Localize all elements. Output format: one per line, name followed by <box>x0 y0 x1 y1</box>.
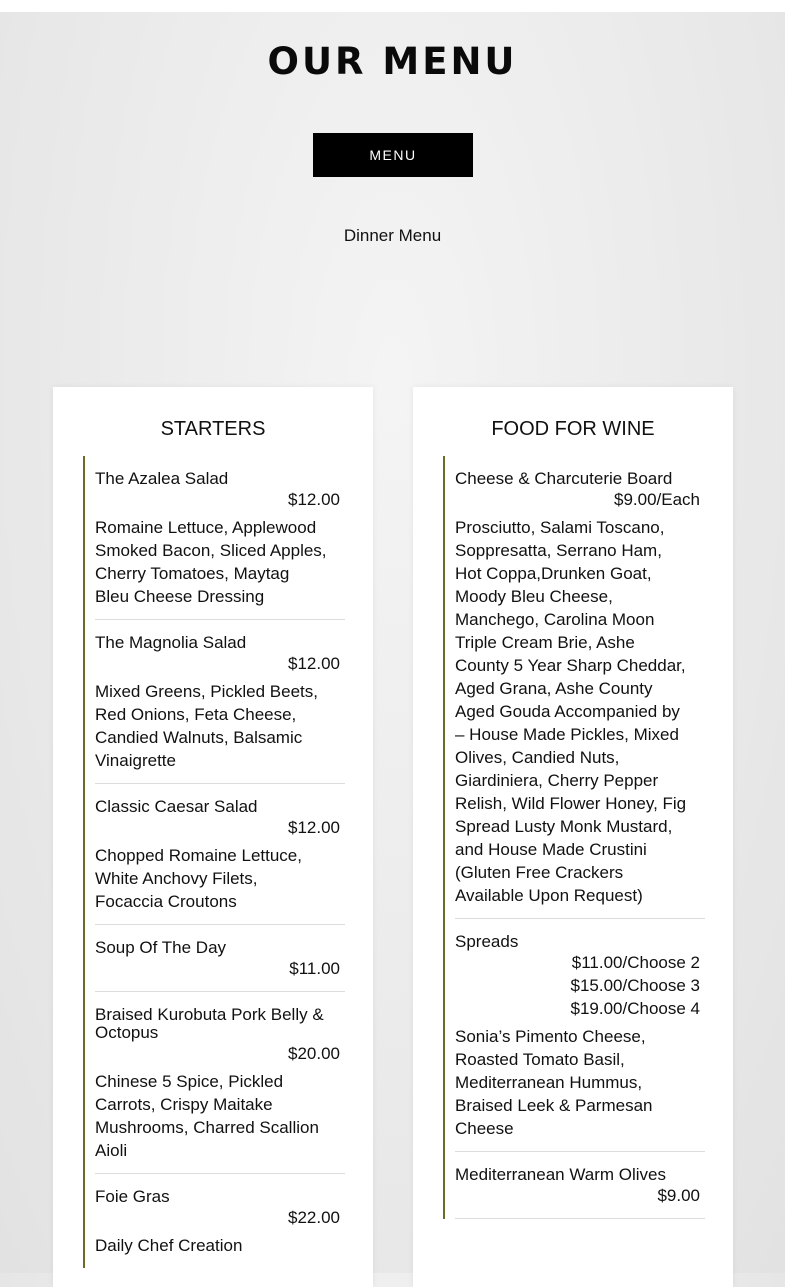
menu-item <box>95 925 345 992</box>
starters-list <box>83 456 345 1268</box>
top-strip <box>0 0 785 12</box>
menu-item <box>95 784 345 925</box>
menu-item-name: Foie Gras <box>95 1187 170 1206</box>
menu-item-prices <box>95 652 345 675</box>
menu-item-price: $11.00/Choose 2 <box>571 953 700 972</box>
starters-card <box>53 387 373 1287</box>
menu-item-description: Daily Chef Creation <box>95 1236 243 1255</box>
menu-item-price: $9.00 <box>657 1186 700 1205</box>
menu-item-price: $15.00/Choose 3 <box>570 976 700 995</box>
menu-item-price: $9.00/Each <box>613 490 700 509</box>
menu-item-price: $22.00 <box>288 1208 340 1227</box>
menu-item-price: $11.00 <box>289 959 340 978</box>
menu-item-description: Mixed Greens, Pickled Beets, Red Onions, Feta Cheese, Candied Walnuts, Balsamic Vinaigrette <box>95 682 318 770</box>
menu-button[interactable]: MENU <box>313 133 473 177</box>
menu-item-name: Classic Caesar Salad <box>95 797 258 816</box>
menu-item-prices <box>455 1184 705 1207</box>
menu-item <box>95 992 345 1174</box>
menu-item <box>455 456 705 919</box>
menu-item-name: Soup Of The Day <box>95 938 227 957</box>
menu-item-prices <box>455 488 705 511</box>
menu-item-price: $12.00 <box>288 654 340 673</box>
menu-item-prices <box>455 951 705 1020</box>
menu-item-description: Prosciutto, Salami Toscano, Soppresatta, Serrano Ham, Hot Coppa,Drunken Goat, Moody Bleu Cheese, Manchego, Carolina Moon Triple Cream Brie, Ashe County 5 Year Sharp Cheddar, Aged Grana, Ashe County Aged Gouda Accompanied by – House Made Pickles, Mixed Olives, Candied Nuts, Giardiniera, Cherry Pepper Relish, Wild Flower Honey, Fig Spread Lusty Monk Mustard, and House Made Crustini (Gluten Free Crackers Available Upon Request) <box>455 518 687 905</box>
menu-item-prices <box>95 957 345 980</box>
menu-item-name: Braised Kurobuta Pork Belly & Octopus <box>95 1005 324 1042</box>
menu-item-name: The Azalea Salad <box>95 469 229 488</box>
food-for-wine-title: FOOD FOR WINE <box>491 418 655 440</box>
menu-item-description: Chinese 5 Spice, Pickled Carrots, Crispy Maitake Mushrooms, Charred Scallion Aioli <box>95 1072 319 1160</box>
food-for-wine-card <box>413 387 733 1287</box>
menu-item-name: Spreads <box>455 932 519 951</box>
menu-subtitle: Dinner Menu <box>343 226 442 245</box>
menu-item-prices <box>95 1206 345 1229</box>
menu-item <box>455 1152 705 1219</box>
menu-item-name: The Magnolia Salad <box>95 633 247 652</box>
menu-item <box>95 456 345 620</box>
menu-item-description: Sonia’s Pimento Cheese, Roasted Tomato Basil, Mediterranean Hummus, Braised Leek & Parmesan Cheese <box>455 1027 653 1138</box>
menu-item-description: Romaine Lettuce, Applewood Smoked Bacon, Sliced Apples, Cherry Tomatoes, Maytag Bleu Cheese Dressing <box>95 518 327 606</box>
menu-item <box>95 1174 345 1268</box>
menu-item-name: Mediterranean Warm Olives <box>455 1165 666 1184</box>
menu-item-name: Cheese & Charcuterie Board <box>455 469 673 488</box>
menu-item-prices <box>95 1042 345 1065</box>
page-title: OUR MENU <box>267 40 518 83</box>
menu-item <box>95 620 345 784</box>
menu-item-price: $19.00/Choose 4 <box>570 999 700 1018</box>
menu-item-price: $12.00 <box>288 818 340 837</box>
menu-item-price: $20.00 <box>288 1044 340 1063</box>
menu-item <box>455 919 705 1152</box>
menu-item-prices <box>95 816 345 839</box>
food-for-wine-list <box>443 456 705 1219</box>
menu-item-price: $12.00 <box>288 490 340 509</box>
menu-item-prices <box>95 488 345 511</box>
menu-item-description: Chopped Romaine Lettuce, White Anchovy Filets, Focaccia Croutons <box>95 846 302 911</box>
starters-title: STARTERS <box>160 418 266 440</box>
